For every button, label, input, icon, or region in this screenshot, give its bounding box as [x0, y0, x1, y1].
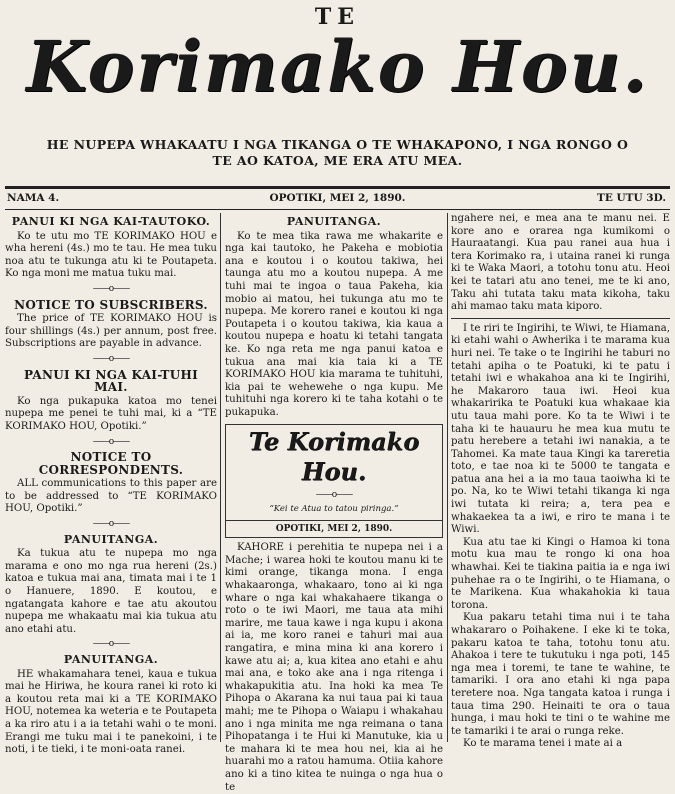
ornament-divider: ——o——	[92, 283, 130, 294]
column-divider-2	[447, 213, 448, 742]
article-notice-correspondents: ALL communications to this paper are to be addressed to “TE KORIMAKO HOU, Opotiki.”	[5, 478, 217, 515]
article-shipwreck: Kua pakaru tetahi tima nui i te taha whakararo o Poihakene. I eke ki te toka, pakaru katoa te taha, totohu tonu atu. Ahakoa i tere te tukutuku i nga poti, 145 nga mea i toremi, te tane te wahine, te tamariki. I ora ano etahi ki nga papa teretere noa. Nga tangata katoa i runga i taua tima 290. Heinaiti te ora o taua hunga, i mau hoki te tini o te wahine me te tamariki i te arai o runga reke.	[451, 612, 670, 737]
ornament-divider: ——o——	[92, 519, 130, 530]
section-rule	[451, 318, 670, 319]
heading-notice-correspondents: NOTICE TO CORRESPONDENTS.	[38, 450, 184, 477]
article-panui-kai-tautoko: Ko te utu mo TE KORIMAKO HOU e wha hereni (4s.) mo te tau. He mea tuku noa atu te tukunga atu ki te Poutapeta. Ko nga moni me matua tuku mai.	[5, 230, 217, 280]
masthead-title: Korimako Hou.	[26, 25, 649, 108]
ornament-divider: ——o——	[92, 639, 130, 650]
masthead	[0, 0, 675, 168]
editorial-motto: “Kei te Atua to tatou piringa.”	[269, 504, 399, 515]
column-divider-1	[220, 213, 221, 742]
column-3	[451, 213, 670, 750]
issue-price: TE UTU 3D.	[597, 192, 666, 204]
heading-notice-subscribers: NOTICE TO SUBSCRIBERS.	[14, 297, 208, 312]
editorial-date: OPOTIKI, MEI 2, 1890.	[226, 520, 442, 536]
dateline	[5, 191, 670, 207]
article-panuitanga: Ka tukua atu te nupepa mo nga marama e ono mo nga rua hereni (2s.) katoa e tukua mai ana, timata mai i te 1 o Hanuere, 1890. E koutou, e ngatangata kahore e tae atu akoutou nupepa me whakaatu mai kia tukua atu ano etahi atu.	[5, 548, 217, 635]
masthead-rule-bottom	[5, 209, 670, 210]
heading-panuitanga-col2: PANUITANGA.	[286, 215, 382, 228]
article-samoa: Kua atu tae ki Kingi o Hamoa ki tona motu kua mau te rongo ki ona hoa whawhai. Kei te tiakina paitia ia e nga iwi puhehae ra o te Ingirihi, o te Hiamana, o te Marikena. Kua whakahokia ki taua torona.	[451, 536, 670, 611]
ornament-divider: ——o——	[92, 353, 130, 364]
heading-panui-kai-tautoko: PANUI KI NGA KAI-TAUTOKO.	[11, 215, 211, 228]
issue-date: OPOTIKI, MEI 2, 1890.	[269, 192, 406, 204]
column-1	[5, 213, 217, 756]
article-notice-subscribers: The price of TE KORIMAKO HOU is four shillings (4s.) per annum, post free. Subscriptions are payable in advance.	[5, 313, 217, 350]
editorial-masthead-box	[225, 424, 443, 539]
masthead-subtitle: HE NUPEPA WHAKAATU I NGA TIKANGA O TE WHAKAPONO, I NGA RONGO O TE AO KATOA, ME ERA ATU MEA.	[46, 137, 629, 168]
issue-number: NAMA 4.	[7, 192, 60, 204]
heading-panuitanga-2: PANUITANGA.	[63, 653, 159, 666]
masthead-rule-top	[5, 186, 670, 189]
editorial-title: Te Korimako Hou.	[248, 426, 420, 486]
heading-panuitanga: PANUITANGA.	[63, 532, 159, 546]
article-panuitanga-2: HE whakamahara tenei, kaua e tukua mai he Hiriwa, he koura ranei ki roto ki a koutou reta mai ki a TE KORIMAKO HOU, notemea ka weteria e te Poutapeta a ka riro atu i a ia tetahi wahi o te moni. Erangi me tuku mai i te panekoini, i te noti, i te tieki, i te moni-oata ranei.	[5, 668, 217, 756]
column-2	[225, 213, 443, 793]
editorial-article-continued: ngahere nei, e mea ana te manu nei. E kore ano e orarea nga kumikomi o Hauraatangi. Kua pau ranei aua hua i tera Korimako ra, i utaina ranei ki runga ki te Waka Maori, a totohu tonu atu. Heoi kei te tatari atu ano tenei, me te ki ano, Taku ahi tutata taku mata kikoha, taku ahi mamao taku mata kiporo.	[451, 213, 670, 313]
masthead-te: TE	[314, 4, 361, 30]
ornament-divider: ——o——	[92, 436, 130, 447]
ornament-divider: ——o——	[315, 489, 353, 500]
article-panui-kai-tuhi: Ko nga pukapuka katoa mo tenei nupepa me penei te tuhi mai, ki a “TE KORIMAKO HOU, Opotiki.”	[5, 395, 217, 432]
heading-panui-kai-tuhi: PANUI KI NGA KAI-TUHI MAI.	[23, 367, 199, 395]
article-foreign-news: I te riri te Ingirihi, te Wiwi, te Hiamana, ki etahi wahi o Awherika i te marama kua huri nei. Te take o te Ingirihi he taburi no tetahi apiha o te Poatuki, ki te patu i tetahi iwi e whakahoa ana ki te Ingirihi, he Makaroro taua iwi. Heoi kua whakaririka te Poatuki kua whakaae kia utu taua mahi pore. Ko ta te Wiwi i te taha ki te hauauru he mea kua mutu te patu herebere a tetahi iwi nanakia, a te Tahomei. Ka mate taua Kingi ka tareretia toto, e tae noa ki te 5000 te tangata e patua ana hei a ia mo taua taoiwha ki te po. Na, ko te Wiwi tetahi tikanga ki nga iwi tutata ki reira; a, tera pea e whakaekea ta a iwi, e riro te mana i te Wiwi.	[451, 322, 670, 536]
article-continued: Ko te marama tenei i mate ai a	[463, 738, 623, 750]
editorial-article: KAHORE i perehitia te nupepa nei i a Mache; i warea hoki te koutou manu ki te kimi orange, tikanga mona. I enga whakaaronga, whakaaro, tono ai ki nga whare o nga kai whakahaere tikanga o roto o te iwi Maori, me taua ata mihi marire, me taua kawe i nga kupu i akona ai ia, me koro ranei e tahuri mai aua rangatira, e mina mina ki ana korero i kawe atu ai; a, kua kitea ano etahi e ahu mai ana, e toko ake ana i nga ritenga i whakapukitia atu. Ina hoki ka mea Te Pihopa o Akarana ka nui taua pai ki taua mahi; me te Pihopa o Waiapu i whakahau ano i nga minita me nga reimana o tana Pihopatanga i te Hui ki Manutuke, kia u te mahara ki te mea hou nei, kia ai he huarahi mo a ratou hamuma. Otiia kahore ano ki a tino kitea te nuinga o nga hua o te	[225, 542, 443, 793]
article-panuitanga-col2: Ko te mea tika rawa me whakarite e nga kai tautoko, he Pakeha e mobiotia ana e koutou i o koutou takiwa, hei taunga atu mo a koutou nupepa. A me tuhi mai te ingoa o taua Pakeha, kia mobio ai matou, hei tukunga atu mo te nupepa. Me korero ranei e koutou ki nga Poutapeta i o koutou takiwa, kia kaua a koutou nupepa e hoatu ki tetahi tangata ke. Ko nga reta me nga panui katoa e tukua ana mai kia taia ki a TE KORIMAKO HOU kia marama te tuhituhi, kia pai te wehewehe o nga kupu. Me tuhituhi nga korero ki te taha kotahi o te pukapuka.	[225, 230, 443, 418]
